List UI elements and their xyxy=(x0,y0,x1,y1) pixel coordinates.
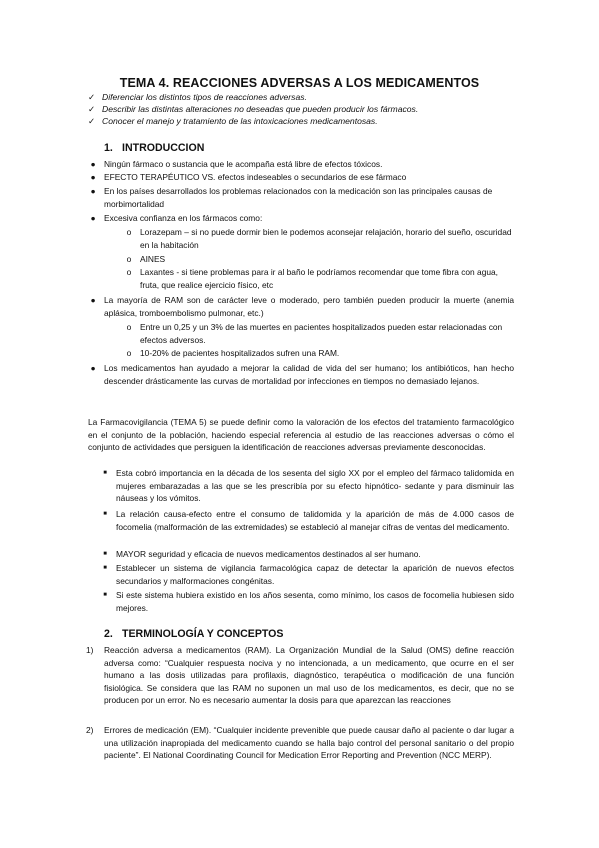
square-bullet-icon: ■ xyxy=(103,470,107,476)
fv-bullet-item: ■ Establecer un sistema de vigilancia farmacológica capaz de detectar la aparición de nuevos efectos secundarios y malformaciones congénitas. xyxy=(116,562,514,587)
bullet-item: ● Ningún fármaco o sustancia que le acompaña está libre de efectos tóxicos. xyxy=(104,158,514,171)
fv-bullet-item: ■ MAYOR seguridad y eficacia de nuevos medicamentos destinados al ser humano. xyxy=(116,548,514,561)
check-icon: ✓ xyxy=(88,92,96,102)
square-bullet-icon: ■ xyxy=(103,551,107,557)
bullet-item: ● EFECTO TERAPÉUTICO VS. efectos indeseables o secundarios de ese fármaco xyxy=(104,171,514,184)
square-bullet-icon: ■ xyxy=(103,592,107,598)
bullet-icon: ● xyxy=(90,213,96,223)
bullet-item: ● Los medicamentos han ayudado a mejorar la calidad de vida del ser humano; los antibióticos, han hecho descender drásticamente las curvas de mortalidad por infecciones en tiempos no demasiado lejanos. xyxy=(104,362,514,387)
check-icon: ✓ xyxy=(88,104,96,114)
circle-bullet-icon: o xyxy=(126,322,132,332)
circle-bullet-icon: o xyxy=(126,267,132,277)
bullet-icon: ● xyxy=(90,295,96,305)
page-title: TEMA 4. REACCIONES ADVERSAS A LOS MEDICAMENTOS xyxy=(119,76,480,90)
bullet-icon: ● xyxy=(90,363,96,373)
sub-bullet-item: o Lorazepam – si no puede dormir bien le podemos aconsejar relajación, horario del sueño, oscuridad en la habitación xyxy=(140,226,514,251)
section-heading: 1. INTRODUCCION xyxy=(104,142,205,154)
sub-bullet-item: o Entre un 0,25 y un 3% de las muertes en pacientes hospitalizados pueden estar relacionadas con efectos adversos. xyxy=(140,321,514,346)
numbered-item: 2) Errores de medicación (EM). “Cualquier incidente prevenible que puede causar daño al paciente o dar lugar a una utilización inapropiada del medicamento cuando se halla bajo control del personal sanitario o del propio paciente”. El National Coordinating Council for Medication Error Reporting and Prevention (NCC MERP). xyxy=(86,725,514,761)
square-bullet-icon: ■ xyxy=(103,565,107,571)
sub-bullet-item: o AINES xyxy=(140,253,514,266)
bullet-icon: ● xyxy=(90,172,96,182)
check-icon: ✓ xyxy=(88,116,96,126)
fv-bullet-item: ■ Esta cobró importancia en la década de los sesenta del siglo XX por el empleo del fármaco talidomida en mujeres embarazadas a las que se les prescribía por su efecto hipnótico- sedante y para disminuir las náuseas y los vómitos. xyxy=(116,467,514,505)
circle-bullet-icon: o xyxy=(126,348,132,358)
circle-bullet-icon: o xyxy=(126,227,132,237)
bullet-icon: ● xyxy=(90,186,96,196)
bullet-item: ● En los países desarrollados los problemas relacionados con la medicación son las principales causas de morbimortalidad xyxy=(104,185,514,210)
square-bullet-icon: ■ xyxy=(103,511,107,517)
sub-bullet-item: o 10-20% de pacientes hospitalizados sufren una RAM. xyxy=(140,347,514,360)
bullet-item: ● Excesiva confianza en los fármacos como: xyxy=(104,212,514,225)
numbered-item: 1) Reacción adversa a medicamentos (RAM). La Organización Mundial de la Salud (OMS) define reacción adversa como: “Cualquier respuesta nociva y no intencionada, a un medicamento, que ocurre en el ser humano a las dosis utilizadas para profilaxis, diagnóstico, terapéutica o modificación de una función fisiológica. Se considera que las RAM no suponen un mal uso de los medicamentos, es decir, que no se producen por un error. No es necesario aumentar la dosis para que aparezcan las reacciones xyxy=(86,645,514,706)
sub-bullet-item: o Laxantes - si tiene problemas para ir al baño le podríamos recomendar que tome fibra con agua, fruta, que realice ejercicio físico, etc xyxy=(140,266,514,291)
fv-bullet-item: ■ La relación causa-efecto entre el consumo de talidomida y la aparición de más de 4.000 casos de focomelia (malformación de las extremidades) se estableció al manejar cifras de ventas del medicamento. xyxy=(116,508,514,533)
section-heading: 2. TERMINOLOGÍA Y CONCEPTOS xyxy=(104,628,284,640)
farmacovigilancia-paragraph: La Farmacovigilancia (TEMA 5) se puede definir como la valoración de los efectos del tratamiento farmacológico en el conjunto de la población, haciendo especial referencia al estudio de las reacciones adversas o cómo el conjunto de actividades que persiguen la identificación de reacciones adversas previamente desconocidas. xyxy=(88,417,514,453)
bullet-item: ● La mayoría de RAM son de carácter leve o moderado, pero también pueden producir la muerte (anemia aplásica, tromboembolismo pulmonar, etc.) xyxy=(104,294,514,319)
bullet-icon: ● xyxy=(90,159,96,169)
circle-bullet-icon: o xyxy=(126,254,132,264)
document-page: TEMA 4. REACCIONES ADVERSAS A LOS MEDICAMENTOS ✓ Diferenciar los distintos tipos de reacciones adversas. ✓ Describir las distintas alteraciones no deseadas que pueden producir los fármacos. ✓ Conocer el manejo y tratamiento de las intoxicaciones medicamentosas. 1. INTRODUCCION ● Ningún fármaco o sustancia que le acompaña está libre de efectos tóxicos. ● EFECTO TERAPÉUTICO VS. efectos indeseables o secundarios de ese fármaco ● En los países desarrollados los problemas relacionados con la medicación son las principales causas de morbimortalidad ● Excesiva confianza en los fármacos como: o Lorazepam – si no puede dormir bien le podemos aconsejar relajación, horario del sueño, oscuridad en la habitación o AINES o Laxantes - si tiene problemas para ir al baño le podríamos recomendar que tome fibra con agua, fruta, que realice ejercicio físico, etc ● La mayoría de RAM son de carácter leve o moderado, pero también pueden producir la muerte (anemia aplásica, tromboembolismo pulmonar, etc.) o Entre un 0,25 y un 3% de las muertes en pacientes hospitalizados pueden estar relacionadas con efectos adversos. o 10-20% de pacientes hospitalizados sufren una RAM. ● Los medicamentos han ayudado a mejorar la calidad de vida del ser humano; los antibióticos, han hecho descender drásticamente las curvas de mortalidad por infecciones en tiempos no demasiado lejanos. La Farmacovigilancia (TEMA 5) se puede definir como la valoración de los efectos del tratamiento farmacológico en el conjunto de la población, haciendo especial referencia al estudio de las reacciones adversas o cómo el conjunto de actividades que persiguen la identificación de reacciones adversas previamente desconocidas. ■ Esta cobró importancia en la década de los sesenta del siglo XX por el empleo del fármaco talidomida en mujeres embarazadas a las que se les prescribía por su efecto hipnótico- sedante y para disminuir las náuseas y los vómitos. ■ La relación causa-efecto entre el consumo de talidomida y la aparición de más de 4.000 casos de focomelia (malformación de las extremidades) se estableció al manejar cifras de ventas del medicamento. ■ MAYOR seguridad y eficacia de nuevos medicamentos destinados al ser humano. ■ Establecer un sistema de vigilancia farmacológica capaz de detectar la aparición de nuevos efectos secundarios y malformaciones congénitas. ■ Si este sistema hubiera existido en los años sesenta, como mínimo, los casos de focomelia hubiesen sido mejores. 2. TERMINOLOGÍA Y CONCEPTOS 1) Reacción adversa a medicamentos (RAM). La Organización Mundial de la Salud (OMS) define reacción adversa como: “Cualquier respuesta nociva y no intencionada, a un medicamento, que ocurre en el ser humano a las dosis utilizadas para profilaxis, diagnóstico, terapéutica o modificación de una función fisiológica. Se considera que las RAM no suponen un mal uso de los medicamentos, es decir, que no se producen por un error. No es necesario aumentar la dosis para que aparezcan las reacciones 2) Errores de medicación (EM). “Cualquier incidente prevenible que puede causar daño al paciente o dar lugar a una utilización inapropiada del medicamento cuando se halla bajo control del personal sanitario o del propio paciente”. El National Coordinating Council for Medication Error Reporting and Prevention (NCC MERP). xyxy=(0,0,599,848)
fv-bullet-item: ■ Si este sistema hubiera existido en los años sesenta, como mínimo, los casos de focomelia hubiesen sido mejores. xyxy=(116,589,514,614)
